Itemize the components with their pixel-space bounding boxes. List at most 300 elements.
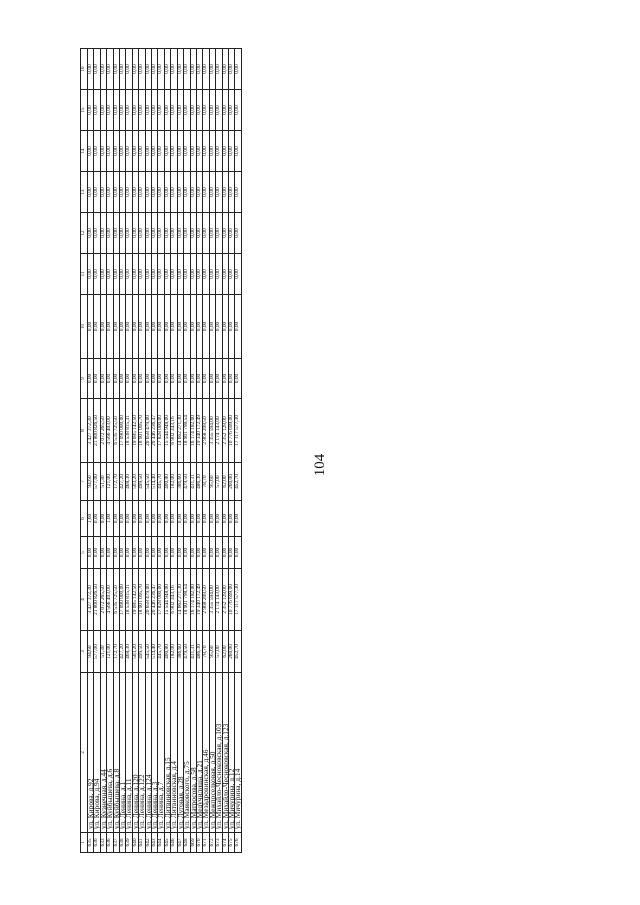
address-cell: ул. Кузнечная, д.44 (100, 673, 106, 833)
value-cell: 0,00 (100, 254, 106, 295)
value-cell: 20 446 236,47 (152, 569, 158, 631)
value-cell: 0,00 (164, 295, 170, 359)
value-cell: 18 901 798,54 (184, 399, 190, 463)
row-number-cell: 643 (152, 833, 158, 853)
address-cell: ул. Матросова, д.58 (190, 673, 196, 833)
value-cell: 0,00 (184, 254, 190, 295)
value-cell: 182,00 (171, 631, 177, 673)
value-cell: 514,40 (152, 631, 158, 673)
value-cell: 0,00 (177, 254, 183, 295)
value-cell: 0,00 (216, 537, 222, 569)
value-cell: 0,00 (171, 90, 177, 131)
value-cell: 486,30 (196, 631, 202, 673)
value-cell: 0,00 (177, 213, 183, 254)
value-cell: 0,00 (100, 359, 106, 399)
rotated-table-sheet (80, 48, 565, 853)
value-cell: 0,00 (132, 90, 138, 131)
value-cell: 0,00 (94, 537, 100, 569)
value-cell: 0,00 (126, 213, 132, 254)
value-cell: 0,00 (120, 90, 126, 131)
value-cell: 0,00 (152, 172, 158, 213)
value-cell: 0,00 (94, 254, 100, 295)
value-cell: 0,00 (184, 49, 190, 90)
value-cell: 0,00 (120, 359, 126, 399)
value-cell: 0,00 (171, 254, 177, 295)
value-cell: 18 901 095,70 (139, 399, 145, 463)
value-cell: 0,00 (177, 172, 183, 213)
value-cell: 0,00 (209, 537, 215, 569)
value-cell: 0,00 (203, 254, 209, 295)
value-cell: 0,00 (222, 49, 228, 90)
value-cell: 0,00 (113, 172, 119, 213)
value-cell: 0,00 (94, 49, 100, 90)
value-cell: 0,00 (235, 501, 241, 537)
value-cell: 1,60 (88, 501, 94, 537)
value-cell: 499,50 (139, 631, 145, 673)
value-cell: 386,60 (177, 631, 183, 673)
value-cell: 0,00 (158, 537, 164, 569)
value-cell: 0,00 (158, 90, 164, 131)
value-cell: 0,00 (190, 49, 196, 90)
value-cell: 2 072 265,50 (100, 569, 106, 631)
value-cell: 0,00 (107, 90, 113, 131)
value-cell: 0,00 (190, 254, 196, 295)
value-cell: 0,00 (100, 213, 106, 254)
value-cell: 0,00 (100, 501, 106, 537)
value-cell: 0,00 (126, 359, 132, 399)
value-cell: 0,00 (94, 90, 100, 131)
value-cell: 479,50 (184, 631, 190, 673)
value-cell: 0,00 (184, 90, 190, 131)
value-cell: 0,00 (126, 501, 132, 537)
value-cell: 0,00 (171, 131, 177, 172)
value-cell: 0,00 (177, 295, 183, 359)
value-cell: 0,00 (120, 501, 126, 537)
value-cell: 0,00 (164, 537, 170, 569)
value-cell: 57,00 (216, 631, 222, 673)
value-cell: 20 446 236,47 (152, 399, 158, 463)
value-cell: 0,00 (145, 213, 151, 254)
value-cell: 16 174 182,00 (190, 399, 196, 463)
value-cell: 0,00 (94, 131, 100, 172)
value-cell: 94,60 (88, 463, 94, 501)
value-cell: 0,00 (216, 213, 222, 254)
table-row (235, 49, 241, 853)
value-cell: 15 544 948,00 (164, 569, 170, 631)
value-cell: 19 340 172,49 (196, 569, 202, 631)
value-cell: 0,00 (184, 501, 190, 537)
value-cell: 479,50 (184, 463, 190, 501)
address-cell: ул. Межпоселковая, д.50 (209, 673, 215, 833)
value-cell: 0,00 (132, 537, 138, 569)
value-cell: 3 427 372,30 (88, 399, 94, 463)
address-cell: ул. Ленина, д.120 (132, 673, 138, 833)
value-cell: 0,00 (196, 213, 202, 254)
value-cell: 0,00 (209, 295, 215, 359)
value-cell: 2 174 143,00 (216, 399, 222, 463)
value-cell: 51,30 (100, 463, 106, 501)
value-cell: 0,00 (177, 131, 183, 172)
value-cell: 0,00 (196, 295, 202, 359)
value-cell: 21 800 826,50 (94, 569, 100, 631)
rotated-table-frame (80, 48, 565, 853)
value-cell: 0,00 (228, 131, 234, 172)
value-cell: 452,70 (235, 631, 241, 673)
value-cell: 0,00 (120, 172, 126, 213)
value-cell: 0,00 (216, 90, 222, 131)
column-number-cell: 1 (81, 833, 88, 853)
value-cell: 0,00 (209, 90, 215, 131)
value-cell: 0,00 (139, 213, 145, 254)
value-cell: 386,60 (177, 463, 183, 501)
value-cell: 0,00 (171, 537, 177, 569)
value-cell: 0,00 (164, 90, 170, 131)
row-number-cell: 676 (235, 833, 241, 853)
value-cell: 503,20 (132, 631, 138, 673)
value-cell: 0,00 (139, 131, 145, 172)
value-cell: 0,00 (126, 172, 132, 213)
row-number-cell: 645 (164, 833, 170, 853)
value-cell: 0,00 (113, 90, 119, 131)
value-cell: 0,00 (190, 359, 196, 399)
row-number-cell: 669 (190, 833, 196, 853)
value-cell: 0,00 (88, 295, 94, 359)
value-cell: 17 828 000,00 (158, 569, 164, 631)
value-cell: 0,00 (190, 295, 196, 359)
value-cell: 0,00 (235, 172, 241, 213)
row-number-cell: 639 (126, 833, 132, 853)
row-number-cell: 646 (171, 833, 177, 853)
value-cell: 0,00 (216, 501, 222, 537)
value-cell: 0,00 (120, 213, 126, 254)
value-cell: 0,00 (164, 213, 170, 254)
value-cell: 0,00 (107, 213, 113, 254)
value-cell: 0,00 (190, 501, 196, 537)
table-body (81, 49, 242, 853)
value-cell: 6 902 343,16 (171, 399, 177, 463)
value-cell: 0,00 (139, 172, 145, 213)
value-cell: 0,00 (152, 295, 158, 359)
value-cell: 0,00 (139, 359, 145, 399)
value-cell: 16 174 182,00 (190, 569, 196, 631)
column-number-cell: 4 (81, 569, 88, 631)
value-cell: 0,00 (152, 131, 158, 172)
value-cell: 0,00 (100, 537, 106, 569)
value-cell: 0,00 (171, 295, 177, 359)
value-cell: 0,00 (100, 172, 106, 213)
address-cell: ул. Мичурина, д.12 (228, 673, 234, 833)
row-number-cell: 671 (203, 833, 209, 853)
row-number-cell: 642 (145, 833, 151, 853)
value-cell: 445,70 (158, 631, 164, 673)
value-cell: 78,70 (203, 631, 209, 673)
value-cell: 2 352 128,00 (222, 569, 228, 631)
value-cell: 0,00 (145, 254, 151, 295)
value-cell: 0,00 (203, 172, 209, 213)
value-cell: 0,00 (228, 537, 234, 569)
value-cell: 0,00 (203, 295, 209, 359)
value-cell: 0,00 (190, 172, 196, 213)
value-cell: 0,00 (222, 90, 228, 131)
value-cell: 0,00 (132, 501, 138, 537)
value-cell: 21 800 826,50 (94, 399, 100, 463)
value-cell: 0,00 (164, 254, 170, 295)
value-cell: 0,00 (196, 254, 202, 295)
value-cell: 0,00 (235, 295, 241, 359)
value-cell: 0,00 (94, 359, 100, 399)
value-cell: 0,00 (100, 49, 106, 90)
value-cell: 0,00 (100, 131, 106, 172)
address-cell: ул. Кирова, д.94 (94, 673, 100, 833)
value-cell: 0,00 (216, 359, 222, 399)
value-cell: 95,60 (209, 631, 215, 673)
value-cell: 0,00 (203, 90, 209, 131)
value-cell: 0,00 (158, 49, 164, 90)
value-cell: 0,00 (126, 254, 132, 295)
value-cell: 0,00 (88, 537, 94, 569)
row-number-cell: 635 (88, 833, 94, 853)
value-cell: 0,00 (235, 213, 241, 254)
value-cell: 431,31 (190, 463, 196, 501)
address-cell: ул. Ленина, д.3 (152, 673, 158, 833)
column-number-cell: 13 (81, 172, 88, 213)
value-cell: 0,00 (88, 254, 94, 295)
address-cell: ул. Медучилища, д.21 (196, 673, 202, 833)
value-cell: 427,20 (120, 631, 126, 673)
value-cell: 0,00 (171, 213, 177, 254)
value-cell: 0,00 (107, 295, 113, 359)
value-cell: 0,00 (120, 49, 126, 90)
value-cell: 121,00 (107, 631, 113, 673)
value-cell: 0,00 (196, 501, 202, 537)
value-cell: 0,00 (126, 537, 132, 569)
value-cell: 0,00 (94, 172, 100, 213)
value-cell: 51,30 (100, 631, 106, 673)
address-cell: ул. Кирова, д.92 (88, 673, 94, 833)
value-cell: 0,00 (158, 295, 164, 359)
value-cell: 0,00 (228, 213, 234, 254)
value-cell: 182,00 (171, 463, 177, 501)
row-number-cell: 638 (120, 833, 126, 853)
value-cell: 0,00 (190, 90, 196, 131)
address-cell: ул. Луговая, д.28 (177, 673, 183, 833)
value-cell: 0,00 (203, 49, 209, 90)
value-cell: 0,00 (158, 359, 164, 399)
column-number-cell: 7 (81, 463, 88, 501)
value-cell: 0,00 (158, 131, 164, 172)
value-cell: 0,00 (164, 131, 170, 172)
address-cell: ул. Ленина, д.7 (158, 673, 164, 833)
address-cell: ул. Мичурина, д.14 (235, 673, 241, 833)
value-cell: 0,00 (190, 131, 196, 172)
value-cell: 0,00 (222, 213, 228, 254)
value-cell: 0,00 (235, 537, 241, 569)
value-cell: 3 355 594,00 (209, 399, 215, 463)
value-cell: 0,00 (120, 254, 126, 295)
value-cell: 0,00 (222, 537, 228, 569)
row-number-cell: 674 (222, 833, 228, 853)
value-cell: 17 117 577,30 (235, 569, 241, 631)
value-cell: 514,40 (152, 463, 158, 501)
value-cell: 18 538 815,31 (126, 399, 132, 463)
value-cell: 4 566 403,00 (107, 399, 113, 463)
value-cell: 0,00 (152, 537, 158, 569)
value-cell: 0,00 (88, 213, 94, 254)
value-cell: 0,00 (235, 359, 241, 399)
value-cell: 78,70 (203, 463, 209, 501)
value-cell: 0,00 (145, 90, 151, 131)
value-cell: 0,00 (209, 213, 215, 254)
value-cell: 0,00 (228, 359, 234, 399)
value-cell: 0,00 (196, 90, 202, 131)
value-cell: 0,00 (209, 49, 215, 90)
value-cell: 62,00 (222, 463, 228, 501)
address-cell: ул. Куйбышева, д.6 (107, 673, 113, 833)
value-cell: 0,00 (107, 172, 113, 213)
row-number-cell: 637 (113, 833, 119, 853)
value-cell: 0,00 (94, 295, 100, 359)
value-cell: 0,00 (139, 501, 145, 537)
value-cell: 503,20 (132, 463, 138, 501)
value-cell: 0,00 (235, 254, 241, 295)
value-cell: 0,00 (152, 213, 158, 254)
column-number-row (81, 49, 88, 853)
column-number-cell: 12 (81, 213, 88, 254)
value-cell: 0,00 (158, 172, 164, 213)
address-cell: ул. Ленина, д.124 (145, 673, 151, 833)
column-number-cell: 15 (81, 90, 88, 131)
value-cell: 14 662 271,30 (177, 399, 183, 463)
value-cell: 0,00 (132, 254, 138, 295)
value-cell: 400,80 (164, 631, 170, 673)
row-number-cell: 644 (158, 833, 164, 853)
value-cell: 0,00 (190, 537, 196, 569)
value-cell: 260,00 (228, 631, 234, 673)
value-cell: 0,00 (164, 501, 170, 537)
value-cell: 0,00 (152, 254, 158, 295)
value-cell: 0,00 (184, 359, 190, 399)
value-cell: 0,00 (132, 49, 138, 90)
value-cell: 18 901 798,54 (184, 569, 190, 631)
value-cell: 0,00 (184, 213, 190, 254)
value-cell: 18 538 815,31 (126, 569, 132, 631)
value-cell: 577,00 (94, 463, 100, 501)
value-cell: 0,00 (184, 537, 190, 569)
value-cell: 0,00 (177, 90, 183, 131)
value-cell: 0,00 (171, 359, 177, 399)
value-cell: 0,00 (228, 295, 234, 359)
value-cell: 19 085 142,50 (132, 569, 138, 631)
value-cell: 0,00 (113, 501, 119, 537)
value-cell: 0,00 (132, 131, 138, 172)
value-cell: 0,00 (88, 131, 94, 172)
value-cell: 0,00 (139, 295, 145, 359)
value-cell: 2 174 143,00 (216, 569, 222, 631)
value-cell: 2 968 208,50 (203, 569, 209, 631)
value-cell: 0,00 (113, 295, 119, 359)
value-cell: 0,00 (100, 90, 106, 131)
value-cell: 260,00 (228, 463, 234, 501)
value-cell: 0,00 (171, 172, 177, 213)
column-number-cell: 5 (81, 537, 88, 569)
value-cell: 0,00 (216, 172, 222, 213)
value-cell: 0,00 (107, 49, 113, 90)
value-cell: 2 968 208,50 (203, 399, 209, 463)
value-cell: 0,00 (126, 90, 132, 131)
value-cell: 0,00 (216, 254, 222, 295)
column-number-cell: 8 (81, 399, 88, 463)
value-cell: 0,00 (120, 131, 126, 172)
value-cell: 17 117 577,30 (235, 399, 241, 463)
value-cell: 0,00 (235, 49, 241, 90)
column-number-cell: 14 (81, 131, 88, 172)
value-cell: 468,30 (126, 631, 132, 673)
row-number-cell: 633 (100, 833, 106, 853)
value-cell: 545,50 (145, 631, 151, 673)
column-number-cell: 10 (81, 295, 88, 359)
page-number: 104 (312, 453, 328, 477)
value-cell: 0,00 (209, 501, 215, 537)
value-cell: 14 662 271,30 (177, 569, 183, 631)
column-number-cell: 6 (81, 501, 88, 537)
value-cell: 3 355 594,00 (209, 569, 215, 631)
value-cell: 0,00 (145, 501, 151, 537)
value-cell: 0,00 (228, 254, 234, 295)
value-cell: 0,00 (107, 254, 113, 295)
address-cell: ул. Михайло-Чесноковская, д.123 (222, 673, 228, 833)
value-cell: 0,00 (113, 359, 119, 399)
value-cell: 0,00 (88, 172, 94, 213)
value-cell: 577,00 (94, 631, 100, 673)
value-cell: 0,00 (235, 131, 241, 172)
value-cell: 17 828 000,00 (158, 399, 164, 463)
value-cell: 431,31 (190, 631, 196, 673)
value-cell: 0,00 (113, 49, 119, 90)
value-cell: 0,00 (184, 172, 190, 213)
address-cell: ул. Ленина, д.11 (126, 673, 132, 833)
value-cell: 121,00 (107, 463, 113, 501)
value-cell: 468,30 (126, 463, 132, 501)
value-cell: 0,00 (209, 254, 215, 295)
value-cell: 2 352 128,00 (222, 399, 228, 463)
value-cell: 0,00 (88, 49, 94, 90)
address-cell: ул. Литвиновская, д.4 (171, 673, 177, 833)
value-cell: 17 090 000,00 (120, 399, 126, 463)
value-cell: 0,00 (113, 254, 119, 295)
value-cell: 0,00 (132, 359, 138, 399)
value-cell: 0,00 (94, 213, 100, 254)
row-number-cell: 640 (132, 833, 138, 853)
row-number-cell: 673 (216, 833, 222, 853)
value-cell: 0,00 (132, 213, 138, 254)
column-number-cell: 9 (81, 359, 88, 399)
value-cell: 10 776 699,00 (228, 569, 234, 631)
value-cell: 0,00 (177, 537, 183, 569)
value-cell: 0,00 (222, 172, 228, 213)
value-cell: 0,00 (196, 537, 202, 569)
value-cell: 1,00 (107, 501, 113, 537)
value-cell: 172,70 (113, 631, 119, 673)
value-cell: 400,80 (164, 463, 170, 501)
value-cell: 0,00 (235, 90, 241, 131)
value-cell: 0,00 (222, 359, 228, 399)
value-cell: 0,00 (145, 172, 151, 213)
value-cell: 0,00 (222, 501, 228, 537)
row-number-cell: 647 (177, 833, 183, 853)
value-cell: 499,50 (139, 463, 145, 501)
value-cell: 0,00 (203, 213, 209, 254)
value-cell: 95,60 (209, 463, 215, 501)
